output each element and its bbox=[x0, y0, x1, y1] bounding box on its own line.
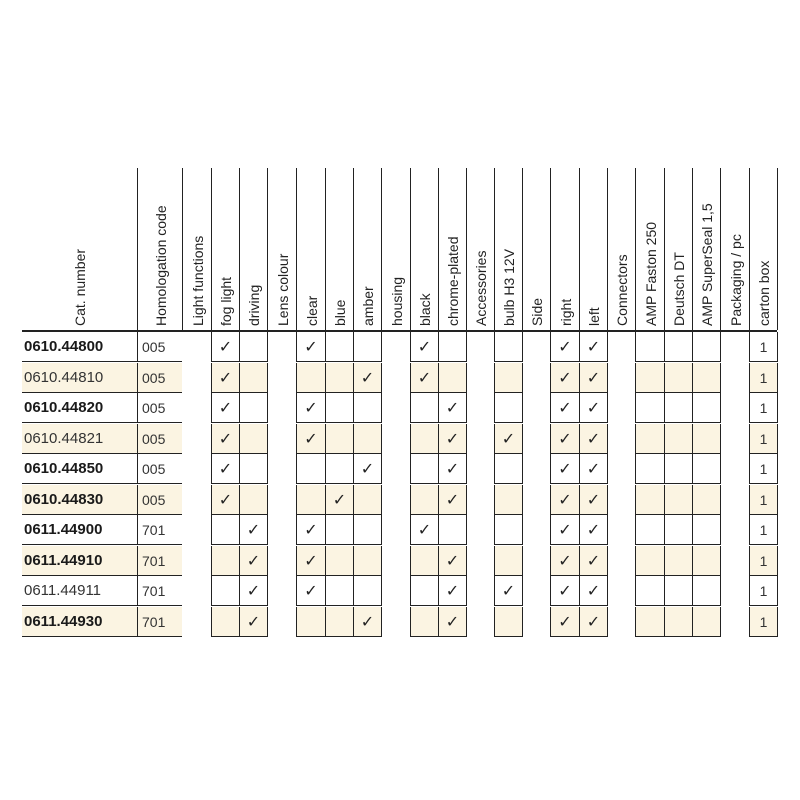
check-icon: ✓ bbox=[360, 611, 375, 631]
homologation-cell: 701 bbox=[137, 515, 182, 545]
bulb-cell bbox=[494, 393, 523, 423]
carton-qty: 1 bbox=[759, 339, 768, 355]
table-row bbox=[0, 332, 800, 362]
blue-cell bbox=[325, 454, 354, 484]
header-label: Lens colour bbox=[274, 253, 291, 326]
amber-cell bbox=[353, 607, 382, 637]
amp-faston-cell bbox=[635, 393, 665, 423]
superseal-cell bbox=[692, 363, 721, 393]
homologation-cell: 005 bbox=[137, 393, 182, 423]
cat-number-cell: 0611.44900 bbox=[22, 515, 137, 545]
carton-qty: 1 bbox=[759, 400, 768, 416]
left-cell bbox=[579, 454, 608, 484]
amber-cell bbox=[353, 332, 382, 362]
clear-cell bbox=[296, 363, 326, 393]
driving-cell bbox=[239, 363, 268, 393]
homologation-cell: 005 bbox=[137, 454, 182, 484]
driving-cell bbox=[239, 546, 268, 576]
right-cell bbox=[550, 576, 580, 606]
header-light-functions bbox=[182, 168, 212, 330]
right-cell bbox=[550, 485, 580, 515]
carton-cell bbox=[749, 332, 778, 362]
carton-cell bbox=[749, 576, 778, 606]
check-icon: ✓ bbox=[417, 337, 432, 356]
fog-cell bbox=[211, 515, 240, 545]
chrome-cell bbox=[438, 363, 467, 393]
left-cell bbox=[579, 485, 608, 515]
blue-cell bbox=[325, 515, 354, 545]
clear-cell bbox=[296, 607, 326, 637]
cat-number-cell: 0611.44910 bbox=[22, 546, 137, 576]
clear-cell bbox=[296, 332, 326, 362]
clear-cell bbox=[296, 393, 326, 423]
check-icon: ✓ bbox=[445, 459, 460, 478]
header-side bbox=[522, 168, 551, 330]
amber-cell bbox=[353, 515, 382, 545]
chrome-cell bbox=[438, 546, 467, 576]
carton-qty: 1 bbox=[759, 613, 768, 630]
right-cell bbox=[550, 332, 580, 362]
cat-number-cell: 0610.44830 bbox=[22, 485, 137, 515]
check-icon: ✓ bbox=[445, 489, 460, 509]
left-cell bbox=[579, 332, 608, 362]
blue-cell bbox=[325, 607, 354, 637]
header-left bbox=[579, 168, 608, 330]
fog-cell bbox=[211, 576, 240, 606]
check-icon: ✓ bbox=[558, 367, 572, 387]
header-label: Packaging / pc bbox=[727, 234, 744, 326]
check-icon: ✓ bbox=[218, 489, 233, 509]
check-icon: ✓ bbox=[304, 550, 318, 570]
black-cell bbox=[410, 363, 439, 393]
chrome-cell bbox=[438, 515, 467, 545]
amber-cell bbox=[353, 485, 382, 515]
superseal-cell bbox=[692, 576, 721, 606]
header-accessories bbox=[466, 168, 495, 330]
table-row bbox=[0, 576, 800, 606]
deutsch-cell bbox=[664, 454, 693, 484]
header-label: Side bbox=[529, 297, 545, 326]
blue-cell bbox=[325, 576, 354, 606]
header-blue bbox=[325, 168, 354, 330]
bulb-cell bbox=[494, 485, 523, 515]
chrome-cell bbox=[438, 332, 467, 362]
blue-cell bbox=[325, 363, 354, 393]
superseal-cell bbox=[692, 424, 721, 454]
driving-cell bbox=[239, 485, 268, 515]
header-amp-superseal bbox=[692, 168, 721, 330]
header-label: AMP Faston 250 bbox=[642, 221, 659, 326]
deutsch-cell bbox=[664, 424, 693, 454]
clear-cell bbox=[296, 546, 326, 576]
bulb-cell bbox=[494, 424, 523, 454]
amber-cell bbox=[353, 424, 382, 454]
left-cell bbox=[579, 363, 608, 393]
amp-faston-cell bbox=[635, 515, 665, 545]
check-icon: ✓ bbox=[558, 520, 572, 539]
chrome-cell bbox=[438, 485, 467, 515]
carton-cell bbox=[749, 363, 778, 393]
deutsch-cell bbox=[664, 546, 693, 576]
left-cell bbox=[579, 576, 608, 606]
black-cell bbox=[410, 546, 439, 576]
deutsch-cell bbox=[664, 332, 693, 362]
header-housing bbox=[381, 168, 411, 330]
header-label: clear bbox=[303, 295, 320, 326]
deutsch-cell bbox=[664, 515, 693, 545]
black-cell bbox=[410, 607, 439, 637]
homologation-cell: 701 bbox=[137, 546, 182, 576]
deutsch-cell bbox=[664, 363, 693, 393]
carton-qty: 1 bbox=[759, 522, 768, 538]
right-cell bbox=[550, 515, 580, 545]
check-icon: ✓ bbox=[246, 581, 261, 600]
header-label: Accessories bbox=[473, 250, 489, 326]
header-label: Light functions bbox=[189, 235, 206, 326]
blue-cell bbox=[325, 485, 354, 515]
table-row bbox=[0, 393, 800, 423]
right-cell bbox=[550, 546, 580, 576]
driving-cell bbox=[239, 607, 268, 637]
amber-cell bbox=[353, 546, 382, 576]
superseal-cell bbox=[692, 515, 721, 545]
amp-faston-cell bbox=[635, 546, 665, 576]
carton-cell bbox=[749, 424, 778, 454]
amp-faston-cell bbox=[635, 332, 665, 362]
check-icon: ✓ bbox=[586, 520, 601, 539]
check-icon: ✓ bbox=[501, 428, 516, 448]
check-icon: ✓ bbox=[586, 337, 601, 356]
driving-cell bbox=[239, 454, 268, 484]
check-icon: ✓ bbox=[445, 550, 460, 570]
bulb-cell bbox=[494, 515, 523, 545]
driving-cell bbox=[239, 515, 268, 545]
right-cell bbox=[550, 454, 580, 484]
check-icon: ✓ bbox=[246, 550, 261, 570]
black-cell bbox=[410, 515, 439, 545]
table-row bbox=[0, 546, 800, 576]
fog-cell bbox=[211, 332, 240, 362]
deutsch-cell bbox=[664, 607, 693, 637]
check-icon: ✓ bbox=[304, 520, 318, 539]
clear-cell bbox=[296, 576, 326, 606]
blue-cell bbox=[325, 546, 354, 576]
header-label: Deutsch DT bbox=[671, 252, 687, 326]
cat-number-cell: 0610.44820 bbox=[22, 393, 137, 423]
check-icon: ✓ bbox=[445, 428, 460, 448]
amber-cell bbox=[353, 576, 382, 606]
check-icon: ✓ bbox=[218, 398, 233, 417]
check-icon: ✓ bbox=[586, 581, 601, 600]
check-icon: ✓ bbox=[445, 611, 460, 631]
black-cell bbox=[410, 576, 439, 606]
check-icon: ✓ bbox=[586, 428, 601, 448]
superseal-cell bbox=[692, 454, 721, 484]
clear-cell bbox=[296, 485, 326, 515]
check-icon: ✓ bbox=[417, 367, 432, 387]
check-icon: ✓ bbox=[558, 428, 572, 448]
header-deutsch-dt bbox=[664, 168, 693, 330]
check-icon: ✓ bbox=[218, 337, 233, 356]
carton-cell bbox=[749, 454, 778, 484]
header-connectors bbox=[607, 168, 636, 330]
carton-cell bbox=[749, 515, 778, 545]
header-right bbox=[550, 168, 580, 330]
blue-cell bbox=[325, 393, 354, 423]
amp-faston-cell bbox=[635, 607, 665, 637]
left-cell bbox=[579, 424, 608, 454]
header-black bbox=[410, 168, 439, 330]
header-chrome-plated bbox=[438, 168, 467, 330]
amber-cell bbox=[353, 363, 382, 393]
table-row bbox=[0, 515, 800, 545]
header-driving bbox=[239, 168, 268, 330]
table-row bbox=[0, 454, 800, 484]
homologation-cell: 005 bbox=[137, 363, 182, 393]
fog-cell bbox=[211, 546, 240, 576]
black-cell bbox=[410, 454, 439, 484]
header-cat-number bbox=[22, 168, 137, 330]
deutsch-cell bbox=[664, 576, 693, 606]
check-icon: ✓ bbox=[501, 581, 516, 600]
header-label: driving bbox=[246, 284, 262, 326]
deutsch-cell bbox=[664, 393, 693, 423]
header-amber bbox=[353, 168, 382, 330]
left-cell bbox=[579, 393, 608, 423]
check-icon: ✓ bbox=[360, 367, 375, 387]
check-icon: ✓ bbox=[586, 459, 601, 478]
header-label: left bbox=[586, 307, 602, 326]
carton-qty: 1 bbox=[759, 461, 768, 477]
fog-cell bbox=[211, 363, 240, 393]
carton-cell bbox=[749, 546, 778, 576]
header-homologation-code bbox=[137, 168, 183, 330]
blue-cell bbox=[325, 424, 354, 454]
amp-faston-cell bbox=[635, 363, 665, 393]
header-label: carton box bbox=[756, 260, 772, 326]
carton-qty: 1 bbox=[759, 583, 768, 599]
carton-cell bbox=[749, 393, 778, 423]
homologation-cell: 005 bbox=[137, 332, 182, 362]
deutsch-cell bbox=[664, 485, 693, 515]
bulb-cell bbox=[494, 576, 523, 606]
chrome-cell bbox=[438, 576, 467, 606]
left-cell bbox=[579, 607, 608, 637]
clear-cell bbox=[296, 454, 326, 484]
check-icon: ✓ bbox=[558, 611, 572, 631]
fog-cell bbox=[211, 454, 240, 484]
header-clear bbox=[296, 168, 326, 330]
driving-cell bbox=[239, 332, 268, 362]
black-cell bbox=[410, 485, 439, 515]
header-label: Homologation code bbox=[152, 205, 169, 326]
cat-number-cell: 0611.44930 bbox=[22, 607, 137, 637]
homologation-cell: 701 bbox=[137, 607, 182, 637]
header-packaging bbox=[720, 168, 750, 330]
cat-number-cell: 0610.44800 bbox=[22, 332, 137, 362]
check-icon: ✓ bbox=[558, 337, 572, 356]
check-icon: ✓ bbox=[558, 581, 572, 600]
header-amp-faston-250 bbox=[635, 168, 665, 330]
bulb-cell bbox=[494, 454, 523, 484]
black-cell bbox=[410, 393, 439, 423]
homologation-cell: 005 bbox=[137, 485, 182, 515]
header-label: black bbox=[417, 293, 433, 326]
superseal-cell bbox=[692, 332, 721, 362]
cat-number-cell: 0610.44821 bbox=[22, 424, 137, 454]
amp-faston-cell bbox=[635, 485, 665, 515]
check-icon: ✓ bbox=[304, 337, 318, 356]
header-label: Cat. number bbox=[71, 248, 88, 326]
header-carton-box bbox=[749, 168, 778, 330]
superseal-cell bbox=[692, 546, 721, 576]
check-icon: ✓ bbox=[445, 581, 460, 600]
fog-cell bbox=[211, 393, 240, 423]
driving-cell bbox=[239, 576, 268, 606]
carton-qty: 1 bbox=[759, 430, 768, 447]
header-label: fog light bbox=[218, 276, 234, 326]
table-row bbox=[0, 485, 800, 515]
cat-number-cell: 0611.44911 bbox=[22, 576, 137, 606]
header-right-edge bbox=[777, 168, 778, 330]
header-label: housing bbox=[388, 276, 405, 326]
right-cell bbox=[550, 363, 580, 393]
right-cell bbox=[550, 393, 580, 423]
check-icon: ✓ bbox=[558, 398, 572, 417]
left-cell bbox=[579, 515, 608, 545]
table-row bbox=[0, 607, 800, 637]
check-icon: ✓ bbox=[558, 550, 572, 570]
check-icon: ✓ bbox=[558, 489, 572, 509]
table-row bbox=[0, 424, 800, 454]
cat-number-cell: 0610.44850 bbox=[22, 454, 137, 484]
header-label: blue bbox=[332, 299, 348, 326]
check-icon: ✓ bbox=[360, 459, 375, 478]
chrome-cell bbox=[438, 454, 467, 484]
check-icon: ✓ bbox=[586, 611, 601, 631]
header-label: AMP SuperSeal 1,5 bbox=[699, 203, 715, 326]
header-label: bulb H3 12V bbox=[501, 248, 517, 326]
check-icon: ✓ bbox=[304, 398, 318, 417]
check-icon: ✓ bbox=[586, 489, 601, 509]
bulb-cell bbox=[494, 332, 523, 362]
clear-cell bbox=[296, 424, 326, 454]
check-icon: ✓ bbox=[586, 398, 601, 417]
carton-qty: 1 bbox=[759, 369, 768, 386]
amp-faston-cell bbox=[635, 454, 665, 484]
header-bulb-h3-12v bbox=[494, 168, 523, 330]
homologation-cell: 701 bbox=[137, 576, 182, 606]
bulb-cell bbox=[494, 607, 523, 637]
check-icon: ✓ bbox=[558, 459, 572, 478]
chrome-cell bbox=[438, 424, 467, 454]
bulb-cell bbox=[494, 546, 523, 576]
amp-faston-cell bbox=[635, 424, 665, 454]
superseal-cell bbox=[692, 607, 721, 637]
black-cell bbox=[410, 332, 439, 362]
check-icon: ✓ bbox=[332, 489, 347, 509]
header-label: amber bbox=[360, 286, 376, 326]
right-cell bbox=[550, 424, 580, 454]
right-cell bbox=[550, 607, 580, 637]
carton-cell bbox=[749, 485, 778, 515]
header-label: Connectors bbox=[614, 254, 630, 326]
amber-cell bbox=[353, 393, 382, 423]
homologation-cell: 005 bbox=[137, 424, 182, 454]
check-icon: ✓ bbox=[586, 550, 601, 570]
check-icon: ✓ bbox=[218, 367, 233, 387]
check-icon: ✓ bbox=[218, 459, 233, 478]
fog-cell bbox=[211, 607, 240, 637]
chrome-cell bbox=[438, 393, 467, 423]
carton-qty: 1 bbox=[759, 491, 768, 508]
fog-cell bbox=[211, 424, 240, 454]
check-icon: ✓ bbox=[246, 520, 261, 539]
fog-cell bbox=[211, 485, 240, 515]
check-icon: ✓ bbox=[417, 520, 432, 539]
amber-cell bbox=[353, 454, 382, 484]
driving-cell bbox=[239, 424, 268, 454]
superseal-cell bbox=[692, 485, 721, 515]
header-label: chrome-plated bbox=[445, 236, 461, 326]
header-fog-light bbox=[211, 168, 240, 330]
blue-cell bbox=[325, 332, 354, 362]
carton-qty: 1 bbox=[759, 552, 768, 569]
check-icon: ✓ bbox=[218, 428, 233, 448]
left-cell bbox=[579, 546, 608, 576]
superseal-cell bbox=[692, 393, 721, 423]
header-lens-colour bbox=[267, 168, 297, 330]
check-icon: ✓ bbox=[304, 581, 318, 600]
black-cell bbox=[410, 424, 439, 454]
check-icon: ✓ bbox=[445, 398, 460, 417]
check-icon: ✓ bbox=[304, 428, 318, 448]
amp-faston-cell bbox=[635, 576, 665, 606]
bulb-cell bbox=[494, 363, 523, 393]
check-icon: ✓ bbox=[586, 367, 601, 387]
driving-cell bbox=[239, 393, 268, 423]
check-icon: ✓ bbox=[246, 611, 261, 631]
header-label: right bbox=[557, 298, 574, 326]
chrome-cell bbox=[438, 607, 467, 637]
carton-cell bbox=[749, 607, 778, 637]
cat-number-cell: 0610.44810 bbox=[22, 363, 137, 393]
clear-cell bbox=[296, 515, 326, 545]
table-row bbox=[0, 363, 800, 393]
